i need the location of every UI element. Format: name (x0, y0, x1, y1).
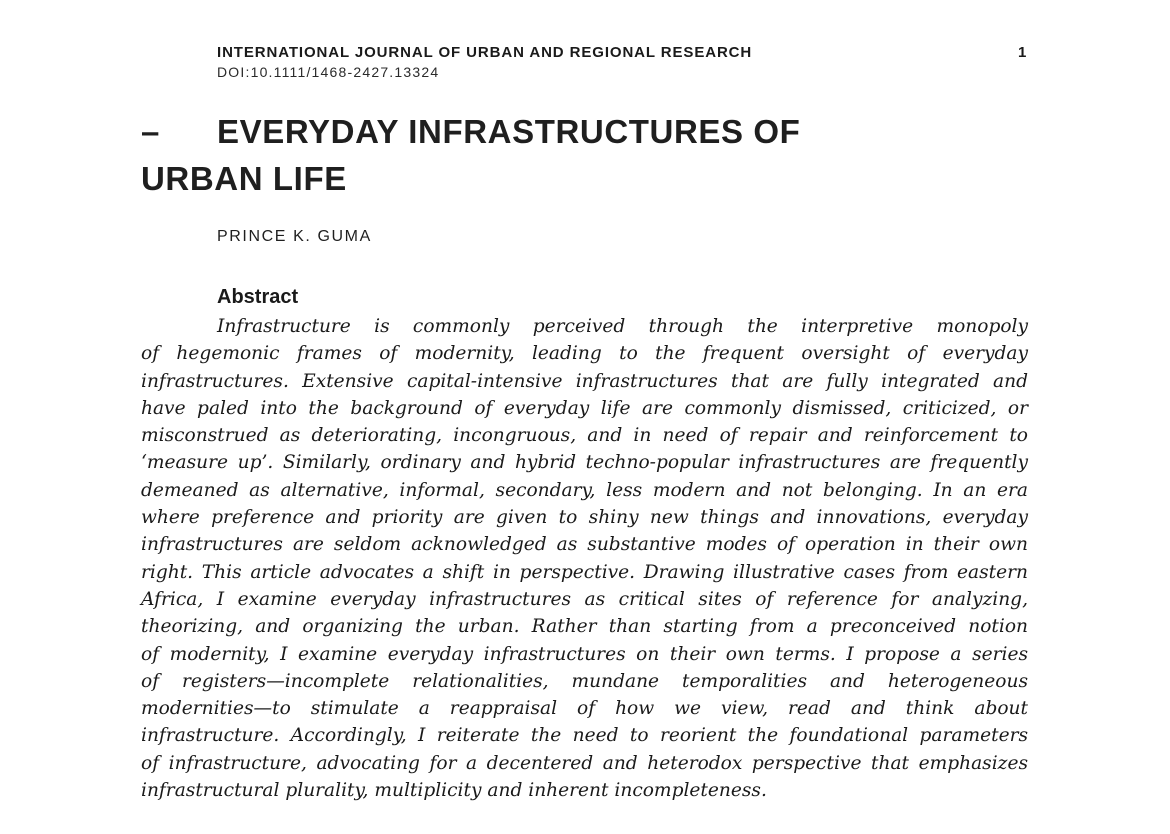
abstract-line: misconstrued as deteriorating, incongruous, and in need of repair and reinforcement to (141, 425, 1028, 447)
title-line-2: URBAN LIFE (141, 160, 347, 197)
abstract-line: of modernity, I examine everyday infrastructures on their own terms. I propose a series (141, 643, 1028, 665)
abstract-line: theorizing, and organizing the urban. Rather than starting from a preconceived notion (141, 616, 1028, 638)
abstract-line: demeaned as alternative, informal, secondary, less modern and not belonging. In an era (141, 479, 1028, 501)
abstract-line: right. This article advocates a shift in perspective. Drawing illustrative cases from eastern (141, 561, 1028, 583)
author-name: PRINCE K. GUMA (217, 228, 372, 245)
abstract-line: infrastructural plurality, multiplicity and inherent incompleteness. (141, 780, 767, 802)
abstract-heading: Abstract (217, 286, 299, 308)
doi[interactable]: DOI:10.1111/1468-2427.13324 (217, 64, 440, 80)
abstract-line: infrastructures. Extensive capital-intensive infrastructures that are fully integrated and (141, 370, 1028, 392)
abstract-line: infrastructures are seldom acknowledged as substantive modes of operation in their own (141, 534, 1028, 556)
abstract-line: modernities—to stimulate a reappraisal of how we view, read and think about (141, 698, 1028, 720)
journal-name: INTERNATIONAL JOURNAL OF URBAN AND REGIONAL RESEARCH (217, 44, 753, 61)
title-dash: – (141, 113, 160, 150)
abstract-line: of hegemonic frames of modernity, leading to the frequent oversight of everyday (141, 343, 1028, 365)
abstract-line: Infrastructure is commonly perceived through the interpretive monopoly (217, 316, 1028, 337)
abstract-line: have paled into the background of everyday life are commonly dismissed, criticized, or (141, 397, 1028, 419)
abstract-line: ‘measure up’. Similarly, ordinary and hybrid techno-popular infrastructures are frequently (141, 452, 1028, 474)
abstract-line: of registers—incomplete relationalities, mundane temporalities and heterogeneous (141, 670, 1028, 692)
abstract-body (141, 313, 1028, 804)
abstract-line: where preference and priority are given to shiny new things and innovations, everyday (141, 507, 1028, 529)
abstract-line: Africa, I examine everyday infrastructures as critical sites of reference for analyzing, (141, 588, 1028, 610)
title-line-1: EVERYDAY INFRASTRUCTURES OF (217, 113, 801, 150)
abstract-line: infrastructure. Accordingly, I reiterate the need to reorient the foundational parameters (141, 725, 1028, 747)
abstract-line: of infrastructure, advocating for a decentered and heterodox perspective that emphasizes (141, 752, 1028, 774)
page-number: 1 (1018, 44, 1027, 61)
article-title (141, 108, 901, 202)
